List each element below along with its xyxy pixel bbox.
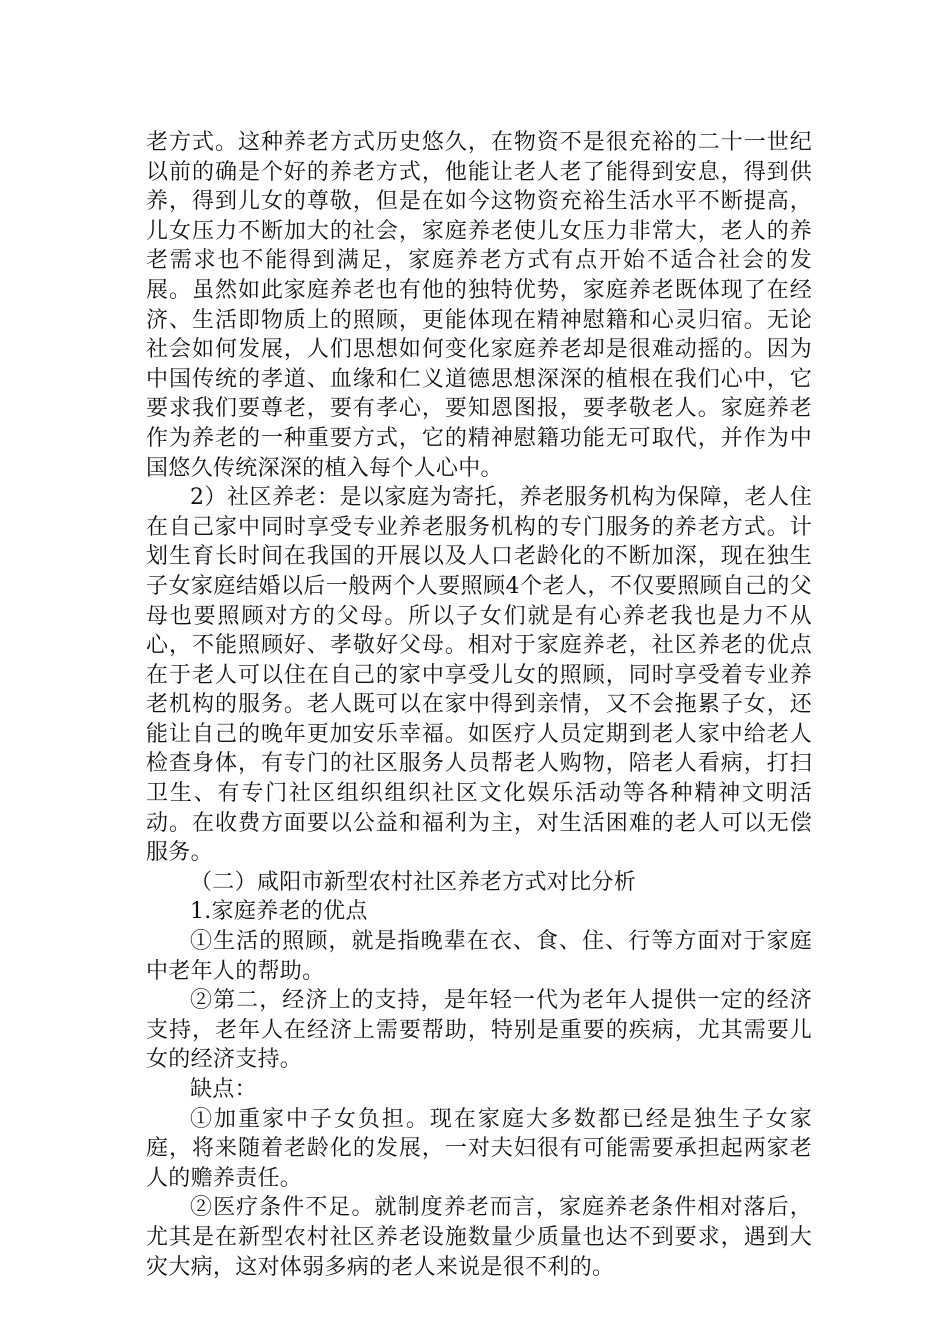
list-item-disadvantage-2: ②医疗条件不足。就制度养老而言，家庭养老条件相对落后，尤其是在新型农村社区养老设施数量少质量也达不到要求，遇到大灾大病，这对体弱多病的老人来说是很不利的。 [146,1195,812,1280]
subheading-family-advantages: 1.家庭养老的优点 [190,899,368,925]
list-item-advantage-2: ②第二，经济上的支持，是年轻一代为老年人提供一定的经济支持，老年人在经济上需要帮助，特别是重要的疾病，尤其需要儿女的经济支持。 [146,988,812,1073]
body-paragraph-2: 2）社区养老：是以家庭为寄托，养老服务机构为保障，老人住在自己家中同时享受专业养老服务机构的专门服务的养老方式。计划生育长时间在我国的开展以及人口老龄化的不断加深，现在独生子女家庭结婚以后一般两个人要照顾4个老人，不仅要照顾自己的父母也要照顾对方的父母。所以子女们就是有心养老我也是力不从心，不能照顾好、孝敬好父母。相对于家庭养老，社区养老的优点在于老人可以住在自己的家中享受儿女的照顾，同时享受着专业养老机构的服务。老人既可以在家中得到亲情，又不会拖累子女，还能让自己的晚年更加安乐幸福。如医疗人员定期到老人家中给老人检查身体，有专门的社区服务人员帮老人购物，陪老人看病，打扫卫生、有专门社区组织组织社区文化娱乐活动等各种精神文明活动。在收费方面要以公益和福利为主，对生活困难的老人可以无偿服务。 [146,485,812,866]
section-heading-2: （二）咸阳市新型农村社区养老方式对比分析 [190,869,637,895]
subheading-disadvantages: 缺点： [190,1077,257,1102]
body-paragraph-1: 老方式。这种养老方式历史悠久，在物资不是很充裕的二十一世纪以前的确是个好的养老方式，他能让老人老了能得到安息，得到供养，得到儿女的尊敬，但是在如今这物资充裕生活水平不断提高，儿女压力不断加大的社会，家庭养老使儿女压力非常大，老人的养老需求也不能得到满足，家庭养老方式有点开始不适合社会的发展。虽然如此家庭养老也有他的独特优势，家庭养老既体现了在经济、生活即物质上的照顾，更能体现在精神慰籍和心灵归宿。无论社会如何发展，人们思想如何变化家庭养老却是很难动摇的。因为中国传统的孝道、血缘和仁义道德思想深深的植根在我们心中，它要求我们要尊老，要有孝心，要知恩图报，要孝敬老人。家庭养老作为养老的一种重要方式，它的精神慰籍功能无可取代，并作为中国悠久传统深深的植入每个人心中。 [146,130,812,481]
document-body [146,128,812,1282]
list-item-disadvantage-1: ①加重家中子女负担。现在家庭大多数都已经是独生子女家庭，将来随着老龄化的发展，一对夫妇很有可能需要承担起两家老人的赡养责任。 [146,1106,812,1191]
list-item-advantage-1: ①生活的照顾，就是指晚辈在衣、食、住、行等方面对于家庭中老年人的帮助。 [146,929,812,984]
